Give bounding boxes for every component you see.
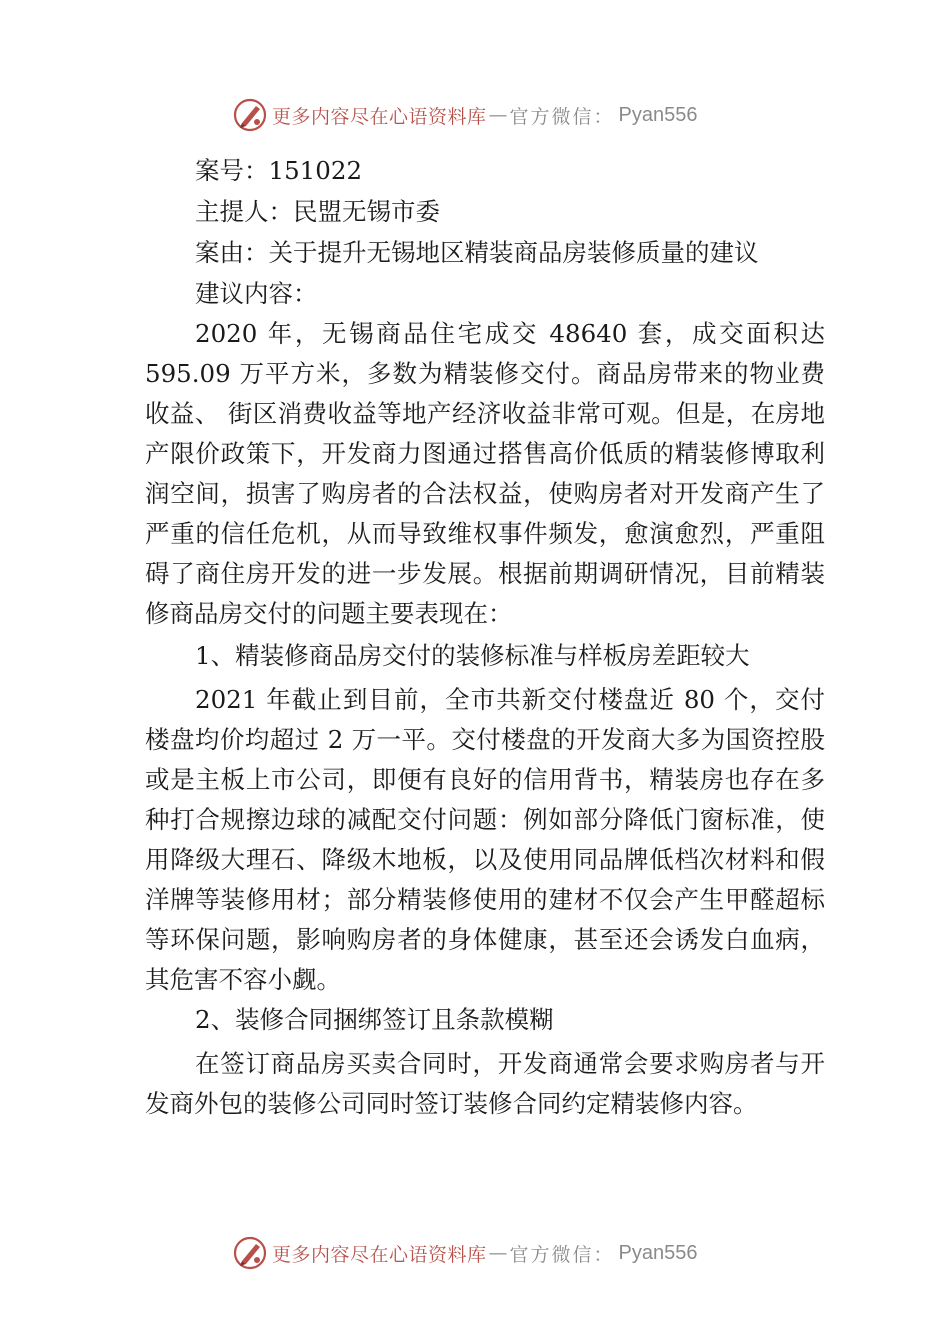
watermark-wechat-label: 官方微信 <box>509 1243 594 1266</box>
watermark-slogan: 更多内容尽在心语资料库 <box>272 105 487 128</box>
watermark-separator: ： <box>593 105 613 128</box>
watermark-dash: — <box>488 104 508 126</box>
pen-circle-logo-icon <box>232 97 268 133</box>
document-body <box>145 150 825 1124</box>
content-label: 建议内容： <box>195 279 318 308</box>
watermark-wechat-label: 官方微信 <box>509 105 594 128</box>
watermark-separator: ： <box>593 1243 613 1266</box>
case-number: 案号：151022 <box>195 156 363 185</box>
watermark-slogan: 更多内容尽在心语资料库 <box>272 1243 487 1266</box>
pen-circle-logo-icon <box>232 1235 268 1271</box>
paragraph-2: 2021 年截止到目前，全市共新交付楼盘近 80 个，交付楼盘均价均超过 2 万一平。交付楼盘的开发商大多为国资控股或是主板上市公司，即便有良好的信用背书，精装房也存在多种打合规擦边球的减配交付问题：例如部分降低门窗标准，使用降级大理石、降级木地板，以及使用同品牌低档次材料和假洋牌等装修用材；部分精装修使用的建材不仅会产生甲醛超标等环保问题，影响购房者的身体健康，甚至还会诱发白血病，其危害不容小觑。 <box>145 685 825 994</box>
watermark-banner-top <box>232 95 698 135</box>
watermark-dash: — <box>488 1242 508 1264</box>
watermark-account: Pyan556 <box>618 103 698 126</box>
heading-1: 1、精装修商品房交付的装修标准与样板房差距较大 <box>195 641 750 670</box>
paragraph-1: 2020 年，无锡商品住宅成交 48640 套，成交面积达 595.09 万平方米，多数为精装修交付。商品房带来的物业费收益、 街区消费收益等地产经济收益非常可观。但是，在房地产限价政策下，开发商力图通过搭售高价低质的精装修博取利润空间，损害了购房者的合法权益，使购房者对开发商产生了严重的信任危机，从而导致维权事件频发，愈演愈烈，严重阻碍了商住房开发的进一步发展。根据前期调研情况，目前精装修商品房交付的问题主要表现在： <box>145 319 825 628</box>
proposer: 主提人：民盟无锡市委 <box>195 197 440 226</box>
watermark-banner-bottom <box>232 1233 698 1273</box>
subject: 案由：关于提升无锡地区精装商品房装修质量的建议 <box>195 238 759 267</box>
watermark-account: Pyan556 <box>618 1241 698 1264</box>
heading-2: 2、装修合同捆绑签订且条款模糊 <box>195 1005 554 1034</box>
paragraph-3: 在签订商品房买卖合同时，开发商通常会要求购房者与开发商外包的装修公司同时签订装修合同约定精装修内容。 <box>145 1049 825 1118</box>
